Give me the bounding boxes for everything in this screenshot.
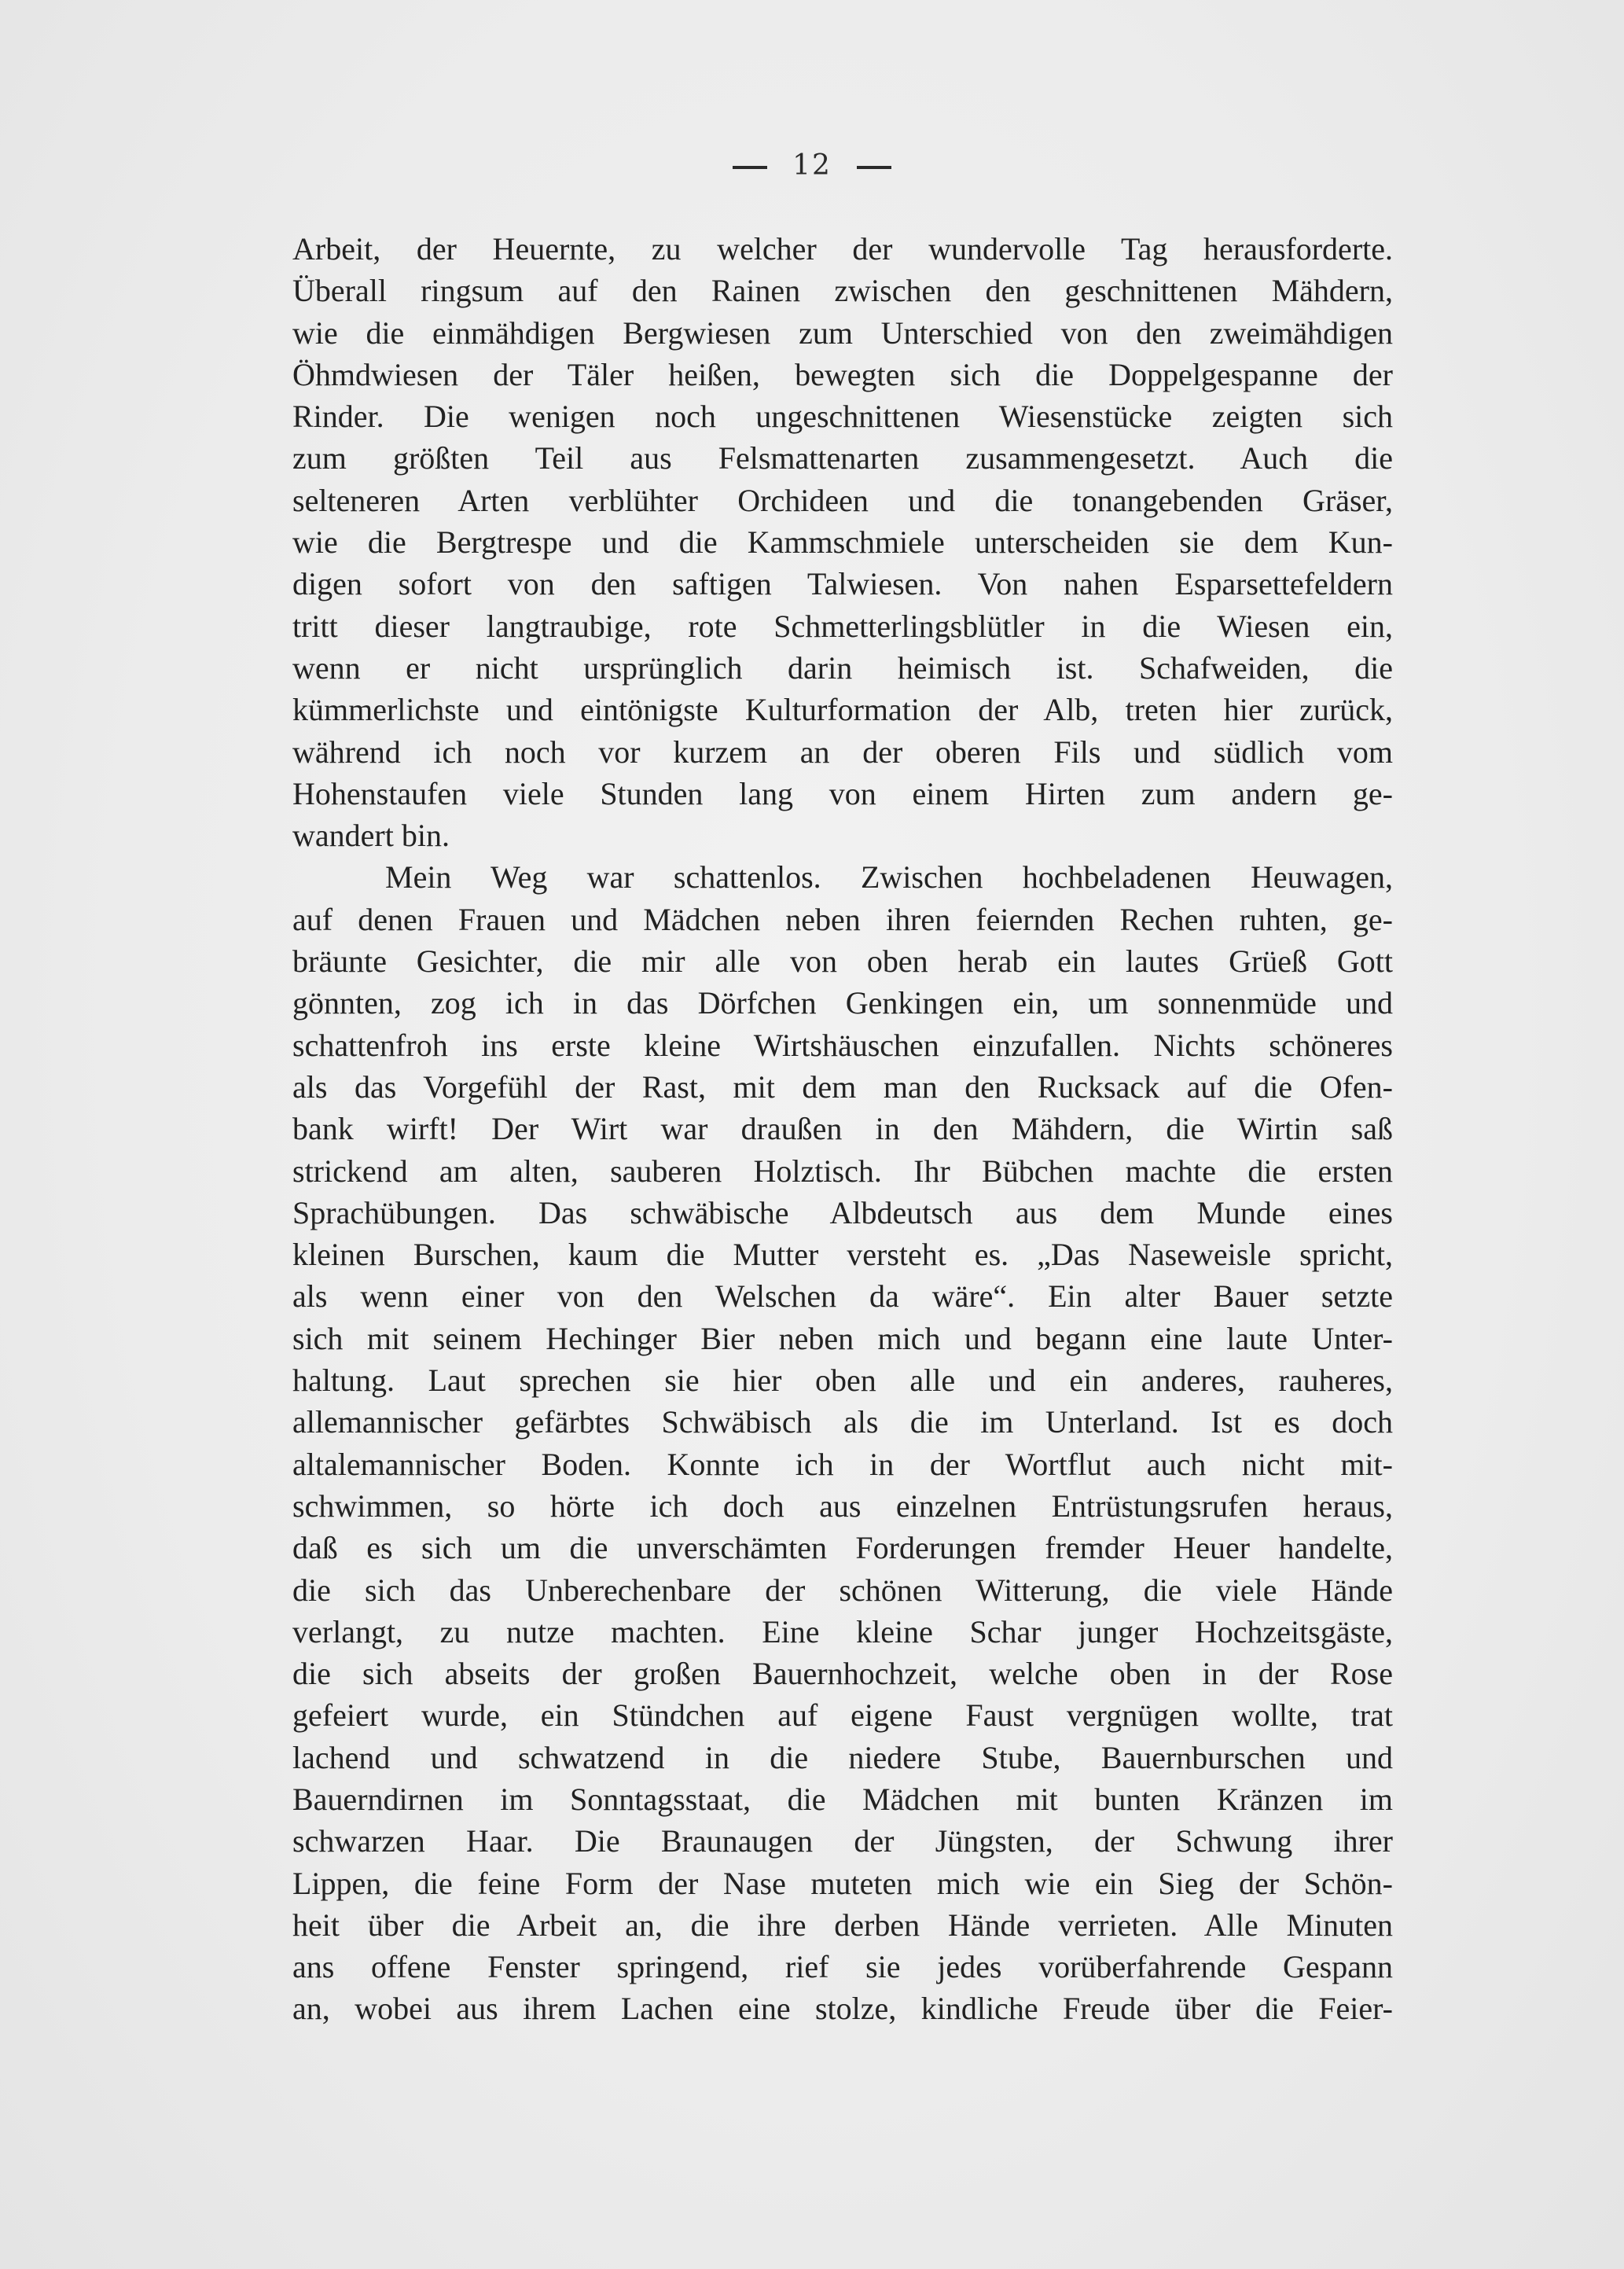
text-line: haltung. Laut sprechen sie hier oben alle und ein anderes, rauheres,	[292, 1363, 1393, 1399]
paragraph-start-line: Mein Weg war schattenlos. Zwischen hochbeladenen Heuwagen,	[385, 859, 1393, 895]
text-line: schwimmen, so hörte ich doch aus einzelnen Entrüstungsrufen heraus,	[292, 1488, 1393, 1524]
text-line: während ich noch vor kurzem an der oberen Fils und südlich vom	[292, 734, 1393, 770]
text-line: selteneren Arten verblühter Orchideen und die tonangebenden Gräser,	[292, 482, 1393, 518]
text-line: bräunte Gesichter, die mir alle von oben herab ein lautes Grüeß Gott	[292, 943, 1393, 980]
text-line: gefeiert wurde, ein Stündchen auf eigene Faust vergnügen wollte, trat	[292, 1697, 1393, 1734]
text-line: als wenn einer von den Welschen da wäre“. Ein alter Bauer setzte	[292, 1278, 1393, 1315]
text-line: strickend am alten, sauberen Holztisch. Ihr Bübchen machte die ersten	[292, 1153, 1393, 1189]
text-line: Überall ringsum auf den Rainen zwischen den geschnittenen Mähdern,	[292, 273, 1393, 309]
body-text	[292, 228, 1393, 2030]
text-line: schattenfroh ins erste kleine Wirtshäuschen einzufallen. Nichts schöneres	[292, 1027, 1393, 1063]
text-line: Hohenstaufen viele Stunden lang von einem Hirten zum andern ge-	[292, 775, 1393, 811]
dash-right	[857, 166, 891, 169]
text-line: digen sofort von den saftigen Talwiesen. Von nahen Esparsettefeldern	[292, 566, 1393, 602]
page-number	[0, 149, 1624, 182]
text-line: Rinder. Die wenigen noch ungeschnittenen Wiesenstücke zeigten sich	[292, 399, 1393, 435]
text-line: verlangt, zu nutze machten. Eine kleine Schar junger Hochzeitsgäste,	[292, 1613, 1393, 1649]
text-line: daß es sich um die unverschämten Forderungen fremder Heuer handelte,	[292, 1530, 1393, 1566]
text-line: als das Vorgefühl der Rast, mit dem man den Rucksack auf die Ofen-	[292, 1068, 1393, 1105]
text-line: gönnten, zog ich in das Dörfchen Genkingen ein, um sonnenmüde und	[292, 985, 1393, 1021]
text-line: wie die einmähdigen Bergwiesen zum Unterschied von den zweimähdigen	[292, 314, 1393, 351]
text-line: zum größten Teil aus Felsmattenarten zusammengesetzt. Auch die	[292, 440, 1393, 476]
text-line: altalemannischer Boden. Konnte ich in der Wortflut auch nicht mit-	[292, 1446, 1393, 1482]
text-line: lachend und schwatzend in die niedere Stube, Bauernburschen und	[292, 1739, 1393, 1775]
page-number-text: 12	[792, 149, 832, 182]
text-line: Lippen, die feine Form der Nase muteten mich wie ein Sieg der Schön-	[292, 1865, 1393, 1901]
text-line: die sich das Unberechenbare der schönen Witterung, die viele Hände	[292, 1572, 1393, 1608]
text-line: wenn er nicht ursprünglich darin heimisch ist. Schafweiden, die	[292, 649, 1393, 686]
dash-left	[733, 166, 767, 169]
text-line: Arbeit, der Heuernte, zu welcher der wundervolle Tag herausforderte.	[292, 231, 1393, 267]
text-line: Öhmdwiesen der Täler heißen, bewegten sich die Doppelgespanne der	[292, 356, 1393, 392]
text-line: die sich abseits der großen Bauernhochzeit, welche oben in der Rose	[292, 1656, 1393, 1692]
paragraph-end-line: wandert bin.	[292, 818, 450, 854]
text-line: heit über die Arbeit an, die ihre derben Hände verrieten. Alle Minuten	[292, 1907, 1393, 1943]
text-line: allemannischer gefärbtes Schwäbisch als die im Unterland. Ist es doch	[292, 1404, 1393, 1440]
text-line: schwarzen Haar. Die Braunaugen der Jüngsten, der Schwung ihrer	[292, 1823, 1393, 1859]
text-line: Sprachübungen. Das schwäbische Albdeutsch aus dem Munde eines	[292, 1194, 1393, 1230]
text-line: Bauerndirnen im Sonntagsstaat, die Mädchen mit bunten Kränzen im	[292, 1781, 1393, 1817]
text-line: an, wobei aus ihrem Lachen eine stolze, kindliche Freude über die Feier-	[292, 1991, 1393, 2027]
text-line: ans offene Fenster springend, rief sie jedes vorüberfahrende Gespann	[292, 1949, 1393, 1985]
text-line: kümmerlichste und eintönigste Kulturformation der Alb, treten hier zurück,	[292, 692, 1393, 728]
text-line: bank wirft! Der Wirt war draußen in den Mähdern, die Wirtin saß	[292, 1111, 1393, 1147]
text-line: kleinen Burschen, kaum die Mutter versteht es. „Das Naseweisle spricht,	[292, 1237, 1393, 1273]
text-line: auf denen Frauen und Mädchen neben ihren feiernden Rechen ruhten, ge-	[292, 901, 1393, 937]
text-line: tritt dieser langtraubige, rote Schmetterlingsblütler in die Wiesen ein,	[292, 608, 1393, 644]
text-line: wie die Bergtrespe und die Kammschmiele unterscheiden sie dem Kun-	[292, 524, 1393, 561]
text-line: sich mit seinem Hechinger Bier neben mich und begann eine laute Unter-	[292, 1320, 1393, 1356]
